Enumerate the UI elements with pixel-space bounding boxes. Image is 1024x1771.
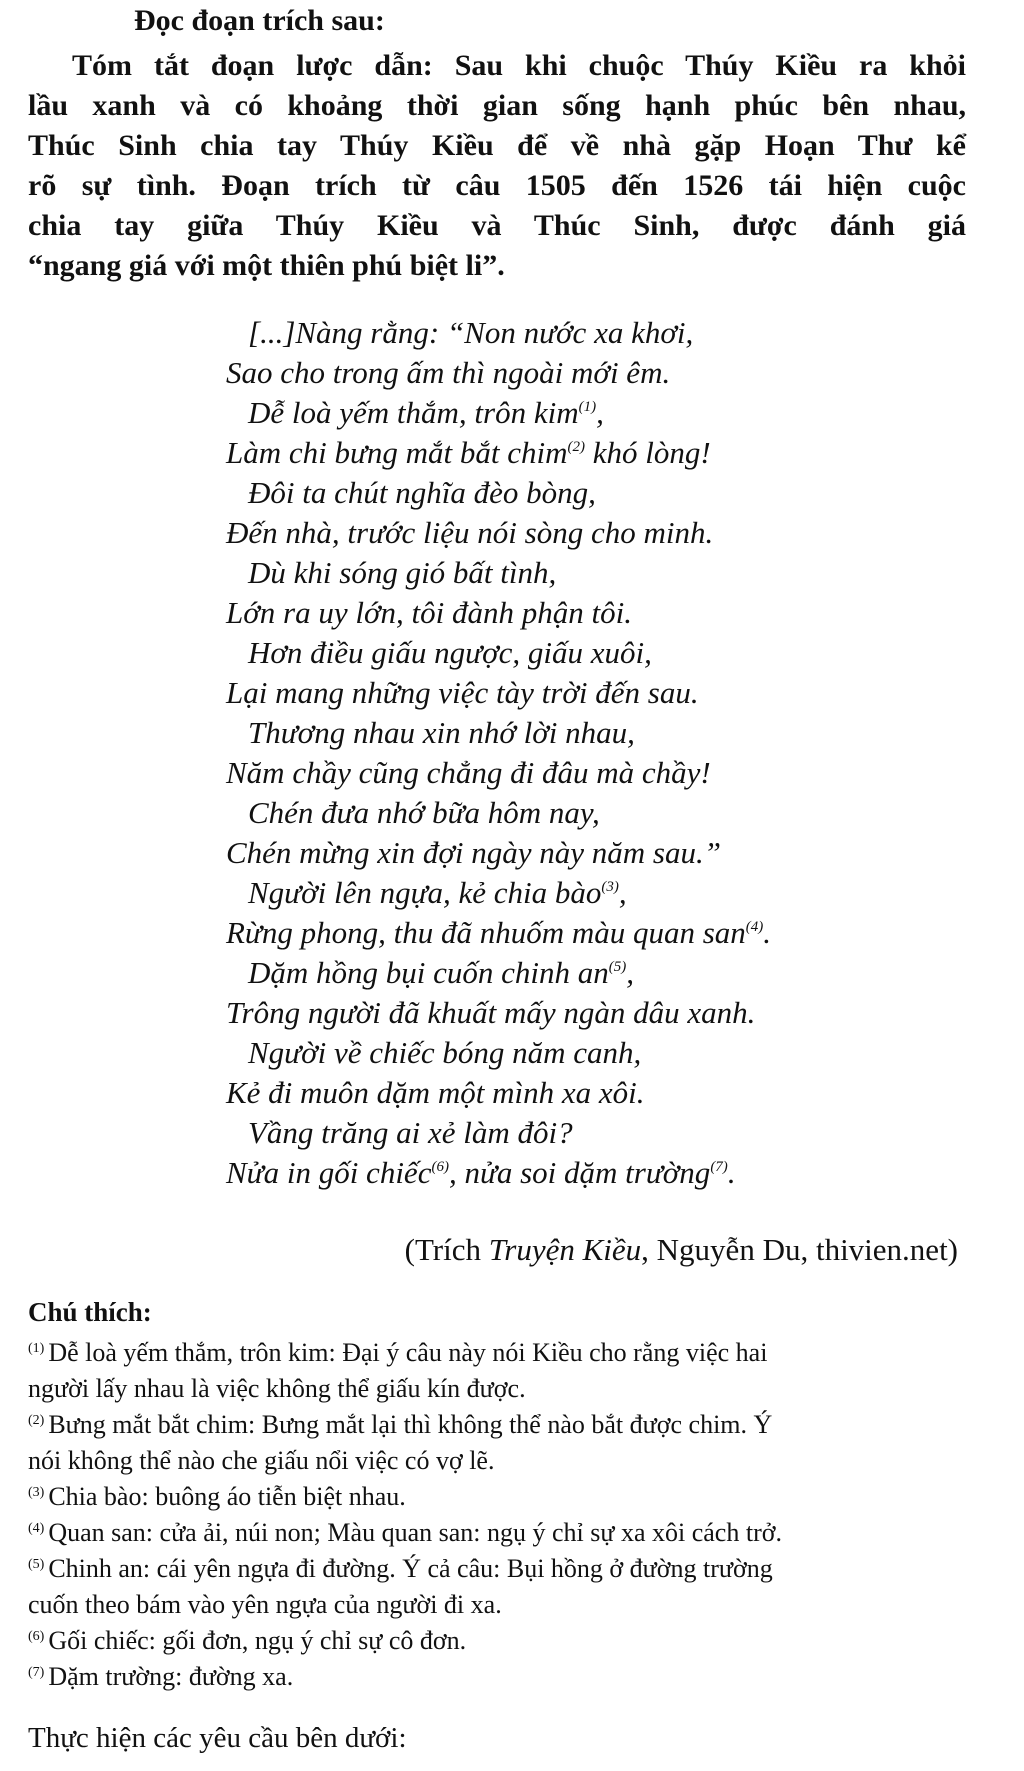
verse-text: Sao cho trong ấm thì ngoài mới êm.: [226, 355, 671, 390]
footnote-number: (4): [28, 1521, 45, 1536]
footnote-text: Bưng mắt bắt chim: Bưng mắt lại thì không thể nào bắt được chim. Ý: [48, 1410, 773, 1439]
verse-text: Trông người đã khuất mấy ngàn dâu xanh.: [226, 995, 756, 1030]
poem-verse: [226, 313, 986, 353]
poem-verse: [226, 1033, 986, 1073]
poem-verse: [226, 353, 986, 393]
verse-text: ,: [618, 875, 627, 910]
poem-verse: [226, 753, 986, 793]
verse-text: Đến nhà, trước liệu nói sòng cho minh.: [226, 515, 714, 550]
poem-verse: [226, 833, 986, 873]
footnote-text: Chinh an: cái yên ngựa đi đường. Ý cả câu: Bụi hồng ở đường trường: [48, 1554, 773, 1583]
footnote-text: Chia bào: buông áo tiễn biệt nhau.: [48, 1482, 406, 1511]
verse-text: Thương nhau xin nhớ lời nhau,: [248, 715, 635, 750]
summary-line: “ngang giá với một thiên phú biệt li”.: [28, 249, 505, 282]
footnote-line: [28, 1587, 966, 1623]
reading-heading: Đọc đoạn trích sau:: [134, 4, 385, 37]
footnote-text: Gối chiếc: gối đơn, ngụ ý chỉ sự cô đơn.: [48, 1626, 467, 1655]
summary-line: lầu xanh và có khoảng thời gian sống hạnh phúc bên nhau,: [28, 89, 966, 122]
verse-text: , nửa soi dặm trường: [448, 1155, 711, 1190]
footnote-line: [28, 1659, 966, 1695]
verse-text: Dù khi sóng gió bất tình,: [248, 555, 557, 590]
footnote-marker: (2): [567, 439, 586, 455]
footnote-text: cuốn theo bám vào yên ngựa của người đi xa.: [28, 1590, 502, 1619]
source-prefix: (Trích: [404, 1232, 489, 1267]
poem-verse: [226, 633, 986, 673]
verse-text: ,: [596, 395, 604, 430]
poem-verse: [226, 673, 986, 713]
poem-excerpt: [226, 313, 986, 1193]
footnote-text: người lấy nhau là việc không thể giấu kín được.: [28, 1374, 526, 1403]
footnote-text: Dặm trường: đường xa.: [48, 1662, 294, 1691]
footnote-line: [28, 1623, 966, 1659]
footnote-line: [28, 1371, 966, 1407]
footnote-line: [28, 1515, 966, 1551]
verse-text: Chén mừng xin đợi ngày này năm sau.”: [226, 835, 721, 870]
footnote-text: Quan san: cửa ải, núi non; Màu quan san: ngụ ý chỉ sự xa xôi cách trở.: [48, 1518, 782, 1547]
poem-verse: [226, 433, 986, 473]
poem-verse: [226, 553, 986, 593]
footnote-number: (7): [28, 1665, 45, 1680]
poem-verse: [226, 793, 986, 833]
footnote-number: (1): [28, 1341, 45, 1356]
footnote-text: Dễ loà yếm thắm, trôn kim: Đại ý câu này nói Kiều cho rằng việc hai: [48, 1338, 768, 1367]
footnotes: [28, 1335, 966, 1695]
verse-text: Năm chầy cũng chẳng đi đâu mà chầy!: [226, 755, 711, 790]
verse-text: Chén đưa nhớ bữa hôm nay,: [248, 795, 600, 830]
footnote-line: [28, 1443, 966, 1479]
verse-text: Dặm hồng bụi cuốn chinh an: [248, 955, 609, 990]
footnote-line: [28, 1551, 966, 1587]
poem-verse: [226, 953, 986, 993]
footnote-number: (3): [28, 1485, 45, 1500]
summary-line: Tóm tắt đoạn lược dẫn: Sau khi chuộc Thúy Kiều ra khỏi: [72, 49, 966, 82]
poem-verse: [226, 993, 986, 1033]
footnote-marker: (5): [608, 959, 627, 975]
footnote-number: (2): [28, 1413, 45, 1428]
poem-verse: [226, 593, 986, 633]
footnote-marker: (7): [710, 1159, 728, 1175]
verse-text: Người về chiếc bóng năm canh,: [248, 1035, 642, 1070]
source-title: Truyện Kiều: [488, 1232, 642, 1267]
verse-text: ,: [626, 955, 635, 990]
verse-text: khó lòng!: [585, 435, 711, 470]
summary-line: chia tay giữa Thúy Kiều và Thúc Sinh, được đánh giá: [28, 209, 966, 242]
verse-text: .: [727, 1155, 736, 1190]
poem-verse: [226, 1073, 986, 1113]
source-suffix: , Nguyễn Du, thivien.net): [641, 1232, 958, 1267]
verse-text: [...]Nàng rằng: “Non nước xa khơi,: [248, 315, 694, 350]
footnote-number: (5): [28, 1557, 45, 1572]
poem-verse: [226, 1113, 986, 1153]
summary-line: Thúc Sinh chia tay Thúy Kiều để về nhà gặp Hoạn Thư kể: [28, 129, 966, 162]
footnote-marker: (4): [745, 919, 764, 935]
verse-text: Lại mang những việc tày trời đến sau.: [226, 675, 699, 710]
poem-verse: [226, 873, 986, 913]
verse-text: Hơn điều giấu ngược, giấu xuôi,: [248, 635, 652, 670]
footnote-marker: (6): [431, 1159, 449, 1175]
footnote-line: [28, 1335, 966, 1371]
notes-heading: Chú thích:: [28, 1297, 152, 1327]
footnote-marker: (3): [601, 879, 619, 895]
task-instruction: Thực hiện các yêu cầu bên dưới:: [28, 1722, 407, 1754]
summary-line: rõ sự tình. Đoạn trích từ câu 1505 đến 1526 tái hiện cuộc: [28, 169, 966, 202]
verse-text: Lớn ra uy lớn, tôi đành phận tôi.: [226, 595, 632, 630]
footnote-line: [28, 1479, 966, 1515]
verse-text: Kẻ đi muôn dặm một mình xa xôi.: [226, 1075, 645, 1110]
poem-verse: [226, 393, 986, 433]
poem-verse: [226, 713, 986, 753]
source-citation: [405, 1232, 958, 1268]
summary-paragraph: [28, 46, 966, 286]
verse-text: Rừng phong, thu đã nhuốm màu quan san: [226, 915, 746, 950]
verse-text: Dễ loà yếm thắm, trôn kim: [248, 395, 579, 430]
verse-text: .: [763, 915, 772, 950]
footnote-line: [28, 1407, 966, 1443]
poem-verse: [226, 913, 986, 953]
footnote-number: (6): [28, 1629, 45, 1644]
verse-text: Làm chi bưng mắt bắt chim: [226, 435, 568, 470]
footnote-marker: (1): [578, 399, 597, 415]
verse-text: Người lên ngựa, kẻ chia bào: [248, 875, 602, 910]
verse-text: Vầng trăng ai xẻ làm đôi?: [248, 1115, 573, 1150]
poem-verse: [226, 513, 986, 553]
verse-text: Nửa in gối chiếc: [226, 1155, 432, 1190]
verse-text: Đôi ta chút nghĩa đèo bòng,: [248, 475, 596, 510]
poem-verse: [226, 473, 986, 513]
poem-verse: [226, 1153, 986, 1193]
footnote-text: nói không thể nào che giấu nổi việc có vợ lẽ.: [28, 1446, 495, 1475]
